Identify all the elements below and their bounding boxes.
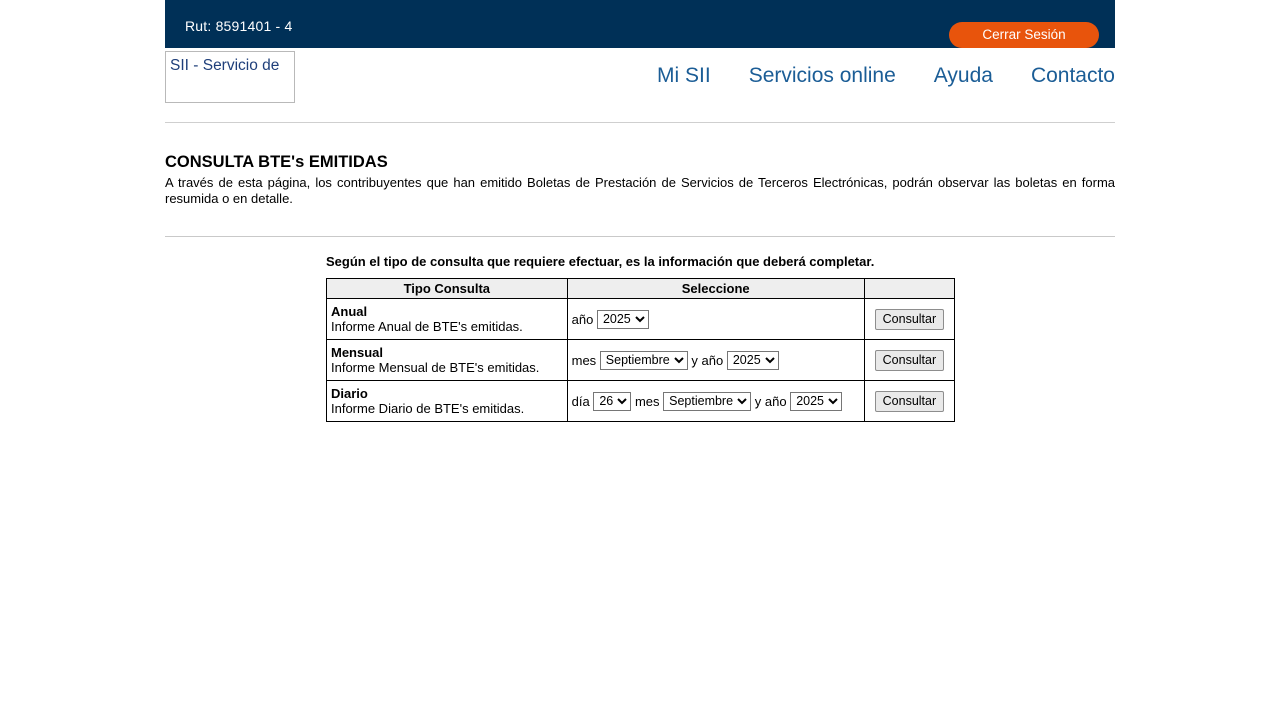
nav-item-contacto[interactable]: Contacto	[1030, 64, 1115, 87]
select-mes-mensual[interactable]	[600, 351, 688, 370]
sii-logo[interactable]	[165, 51, 295, 103]
label-dia-diario: día	[571, 393, 590, 409]
nav-item-ayuda[interactable]: Ayuda	[933, 64, 993, 87]
tipo-diario-desc: Informe Diario de BTE's emitidas.	[331, 401, 525, 416]
select-dia-diario[interactable]	[593, 392, 631, 411]
table-row-anual	[327, 299, 955, 340]
cell-tipo-diario	[327, 381, 568, 422]
header-seleccione: Seleccione	[567, 279, 864, 299]
horizontal-divider	[165, 236, 1115, 237]
cell-tipo-anual	[327, 299, 568, 340]
tipo-anual-desc: Informe Anual de BTE's emitidas.	[331, 319, 523, 334]
label-mes-mensual: mes	[571, 352, 597, 368]
tipo-mensual-desc: Informe Mensual de BTE's emitidas.	[331, 360, 540, 375]
label-anio-mensual: y año	[691, 352, 724, 368]
header-tipo-consulta: Tipo Consulta	[327, 279, 568, 299]
label-anio-anual: año	[571, 311, 594, 327]
select-anio-anual[interactable]	[597, 310, 649, 329]
cell-seleccione-anual	[567, 299, 864, 340]
consultar-anual-button[interactable]: Consultar	[875, 309, 945, 330]
select-mes-diario[interactable]	[663, 392, 751, 411]
page-title: CONSULTA BTE's EMITIDAS	[165, 153, 388, 171]
form-intro-text: Según el tipo de consulta que requiere efectuar, es la información que deberá completar.	[326, 254, 875, 269]
cell-seleccione-diario	[567, 381, 864, 422]
top-bar	[165, 0, 1115, 48]
consulta-form-block	[326, 254, 955, 422]
select-anio-mensual[interactable]	[727, 351, 779, 370]
tipo-mensual-title: Mensual	[331, 345, 384, 360]
cell-accion-mensual	[864, 340, 954, 381]
consultar-diario-button[interactable]: Consultar	[875, 391, 945, 412]
label-anio-diario: y año	[754, 393, 787, 409]
cell-accion-diario	[864, 381, 954, 422]
table-row-diario	[327, 381, 955, 422]
table-row-mensual	[327, 340, 955, 381]
cell-seleccione-mensual	[567, 340, 864, 381]
page-header	[165, 123, 1115, 237]
page-description: A través de esta página, los contribuyentes que han emitido Boletas de Prestación de Servicios de Terceros Electrónicas, podrán observar las boletas en forma resumida o en detalle.	[165, 175, 1115, 206]
nav-item-mi-sii[interactable]: Mi SII	[657, 64, 711, 87]
header-nav-row	[165, 48, 1115, 123]
tipo-anual-title: Anual	[331, 304, 368, 319]
logout-button[interactable]: Cerrar Sesión	[949, 22, 1099, 48]
logo-alt-text: SII - Servicio de	[170, 57, 280, 74]
tipo-diario-title: Diario	[331, 386, 368, 401]
header-accion	[864, 279, 954, 299]
rut-label: Rut: 8591401 - 4	[185, 18, 293, 34]
table-header-row	[327, 279, 955, 299]
consulta-table	[326, 278, 955, 422]
select-anio-diario[interactable]	[790, 392, 842, 411]
cell-accion-anual	[864, 299, 954, 340]
nav-item-servicios-online[interactable]: Servicios online	[748, 64, 896, 87]
cell-tipo-mensual	[327, 340, 568, 381]
label-mes-diario: mes	[634, 393, 660, 409]
consultar-mensual-button[interactable]: Consultar	[875, 350, 945, 371]
content-wrapper	[165, 0, 1115, 237]
main-navigation	[657, 64, 1115, 88]
